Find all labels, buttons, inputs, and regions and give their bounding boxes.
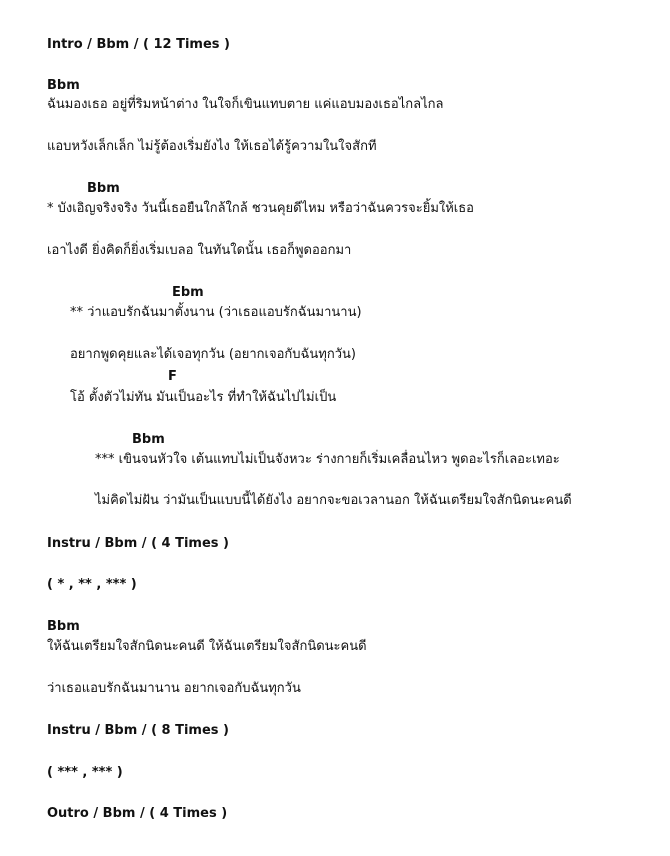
bridge-chord: Bbm bbox=[47, 619, 80, 634]
prechorus-line2: อยากพูดคุยและได้เจอทุกวัน (อยากเจอกับฉันทุกวัน) bbox=[70, 347, 356, 362]
prechorus-chord-ebm: Ebm bbox=[172, 285, 204, 300]
prechorus-line1: ** ว่าแอบรักฉันมาตั้งนาน (ว่าเธอแอบรักฉันมานาน) bbox=[70, 305, 362, 320]
bridge-line2: ว่าเธอแอบรักฉันมานาน อยากเจอกับฉันทุกวัน bbox=[47, 681, 301, 696]
chorus-chord: Bbm bbox=[132, 432, 165, 447]
prechorus-chord-f: F bbox=[168, 369, 177, 384]
instru1-heading: Instru / Bbm / ( 4 Times ) bbox=[47, 536, 229, 551]
outro-heading: Outro / Bbm / ( 4 Times ) bbox=[47, 806, 228, 821]
repeat1-marker: ( * , ** , *** ) bbox=[47, 577, 137, 592]
verse1-line2: แอบหวังเล็กเล็ก ไม่รู้ต้องเริ่มยังไง ให้เธอได้รู้ความในใจสักที bbox=[47, 139, 377, 154]
bridge-line1: ให้ฉันเตรียมใจสักนิดนะคนดี ให้ฉันเตรียมใจสักนิดนะคนดี bbox=[47, 639, 367, 654]
chorus-line1: *** เขินจนหัวใจ เต้นแทบไม่เป็นจังหวะ ร่างกายก็เริ่มเคลื่อนไหว พูดอะไรก็เลอะเทอะ bbox=[95, 452, 560, 467]
verse1-line1: ฉันมองเธอ อยู่ที่ริมหน้าต่าง ในใจก็เขินแทบตาย แค่แอบมองเธอไกลไกล bbox=[47, 97, 444, 112]
verse2-chord: Bbm bbox=[87, 181, 120, 196]
verse2-line1: * บังเอิญจริงจริง วันนี้เธอยืนใกล้ใกล้ ชวนคุยดีไหม หรือว่าฉันควรจะยิ้มให้เธอ bbox=[47, 201, 474, 216]
intro-heading: Intro / Bbm / ( 12 Times ) bbox=[47, 37, 230, 52]
repeat2-marker: ( *** , *** ) bbox=[47, 765, 123, 780]
prechorus-line3: โอ้ ตั้งตัวไม่ทัน มันเป็นอะไร ที่ทำให้ฉันไปไม่เป็น bbox=[70, 390, 337, 405]
chorus-line2: ไม่คิดไม่ฝัน ว่ามันเป็นแบบนี้ได้ยังไง อยากจะขอเวลานอก ให้ฉันเตรียมใจสักนิดนะคนดี bbox=[95, 493, 572, 508]
verse1-chord: Bbm bbox=[47, 78, 80, 93]
instru2-heading: Instru / Bbm / ( 8 Times ) bbox=[47, 723, 229, 738]
verse2-line2: เอาไงดี ยิ่งคิดก็ยิ่งเริ่มเบลอ ในทันใดนั้น เธอก็พูดออกมา bbox=[47, 243, 352, 258]
